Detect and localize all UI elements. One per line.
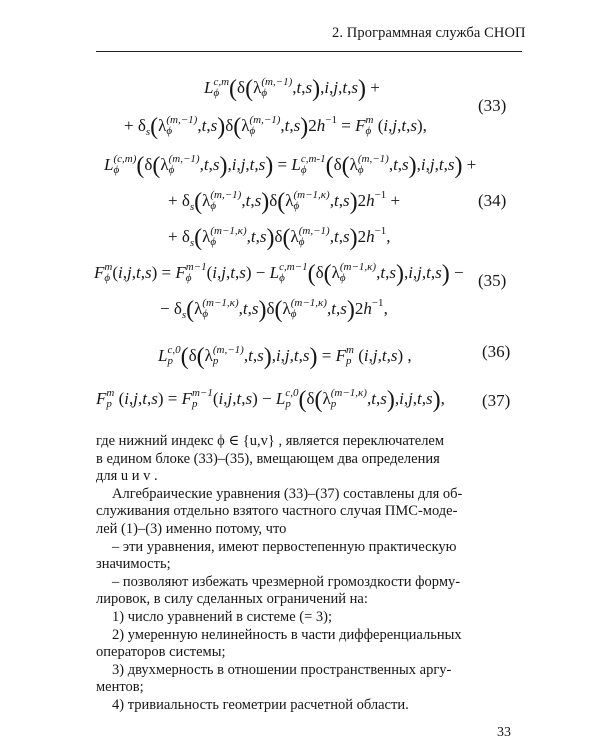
body-line-2: в едином блоке (33)–(35), вмещающем два определения [96,450,440,467]
equation-number-34: (34) [478,191,507,210]
running-head: 2. Программная служба СНОП [332,25,526,41]
body-line-8: значимость; [96,556,171,573]
equation-number-37: (37) [482,391,511,410]
equation-number-33: (33) [478,96,507,115]
body-line-3: для u и v . [96,468,158,485]
body-line-5: служивания отдельно взятого частного случая ПМС-моде- [96,503,458,520]
body-line-4: Алгебраические уравнения (33)–(37) составлены для об- [112,485,463,502]
body-line-7: – эти уравнения, имеют первостепенную практическую [112,538,457,555]
body-line-14: 3) двухмерность в отношении пространственных аргу- [112,661,452,678]
equation-35-line-2: − $\delta_s(\lambda$ (m−1,κ) ϕ ,t,s)δ(λ (m−1,κ) ϕ $,t,s)2h^{-1}$, [160,297,388,323]
body-line-16: 4) тривиальность геометрии расчетной области. [112,697,409,713]
page-number: 33 [497,725,511,740]
body-line-9: – позволяют избежать чрезмерной громоздкости форму- [112,573,461,590]
body-line-1: где нижний индекс ϕ ∈ {u,v} , является переключателем [96,433,445,449]
equation-33-line-2: + $\delta_s(\lambda$ (m,−1) ϕ ,t,s)δ(λ (m,−1) ϕ $,t,s)2h^{-1} = F$ m ϕ (i,j,t,s), [124,114,427,140]
equation-36: L c,0 p (δ(λ (m,−1) p ,t,s),i,j,t,s) = F m p (i,j,t,s) , [158,344,412,370]
body-line-15: ментов; [96,679,144,696]
body-line-6: лей (1)–(3) именно потому, что [96,521,287,537]
equation-34-line-1: L (c,m) ϕ (δ(λ (m,−1) ϕ ,t,s),i,j,t,s) = L c,m-1 ϕ (δ(λ (m,−1) ϕ ,t,s),i,j,t,s) + [104,153,477,179]
equation-34-line-3: + $\delta_s(\lambda$ (m−1,κ) ϕ ,t,s)δ(λ (m,−1) ϕ $,t,s)2h^{-1}$, [168,225,391,251]
equation-35-line-1: F m ϕ (i,j,t,s) = F m−1 ϕ (i,j,t,s) − L c,m−1 ϕ (δ(λ (m−1,κ) ϕ ,t,s),i,j,t,s) − [94,261,464,287]
equation-34-line-2: + $\delta_s(\lambda$ (m,−1) ϕ ,t,s)δ(λ (m−1,κ) ϕ $,t,s)2h^{-1}$ + [168,189,401,215]
equation-number-35: (35) [478,271,507,290]
equation-37: F m p (i,j,t,s) = F m−1 p (i,j,t,s) − L c,0 p (δ(λ (m−1,κ) p ,t,s),i,j,t,s), [96,387,445,413]
body-line-10: лировок, в силу сделанных ограничений на: [96,591,368,608]
equation-33-line-1: L c,m ϕ (δ(λ (m,−1) ϕ ,t,s),i,j,t,s) + [204,76,380,102]
body-line-11: 1) число уравнений в системе (= 3); [112,609,333,625]
body-line-12: 2) умеренную нелинейность в части дифференциальных [112,626,462,643]
header-rule [96,51,522,52]
equation-number-36: (36) [482,342,511,361]
body-line-13: операторов системы; [96,644,226,661]
